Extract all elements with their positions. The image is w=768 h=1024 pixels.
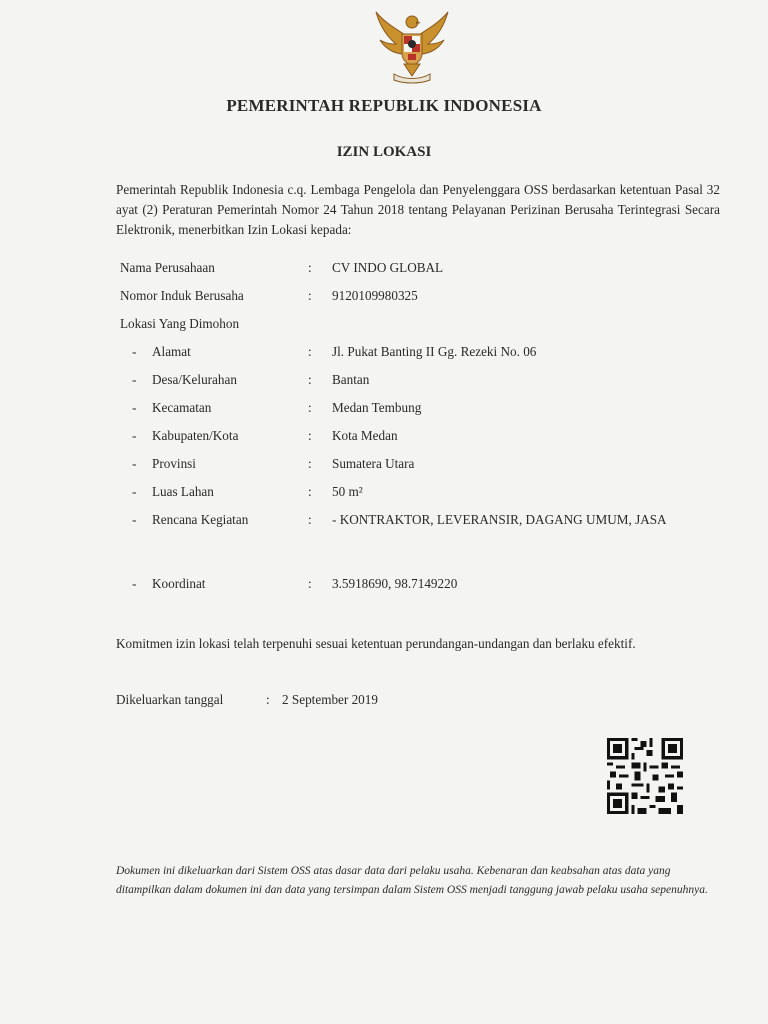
- field-value: - KONTRAKTOR, LEVERANSIR, DAGANG UMUM, JASA: [332, 512, 667, 527]
- field-label: Luas Lahan: [152, 484, 214, 499]
- field-province: - Provinsi : Sumatera Utara: [120, 454, 720, 474]
- footer-disclaimer: Dokumen ini dikeluarkan dari Sistem OSS atas dasar data dari pelaku usaha. Kebenaran dan keabsahan atas data yang ditampilkan dalam dokumen ini dan data yang tersimpan dalam Sistem OSS menjadi tanggung jawab pelaku usaha sepenuhnya.: [116, 865, 708, 896]
- issued-label: Dikeluarkan tanggal: [116, 692, 224, 707]
- field-nib: Nomor Induk Berusaha : 9120109980325: [120, 286, 720, 306]
- field-land-area: - Luas Lahan : 50 m²: [120, 482, 720, 502]
- field-value: CV INDO GLOBAL: [332, 260, 444, 275]
- field-address: - Alamat : Jl. Pukat Banting II Gg. Rezeki No. 06: [120, 342, 720, 362]
- field-village: - Desa/Kelurahan : Bantan: [120, 370, 720, 390]
- field-label: Nama Perusahaan: [120, 260, 215, 275]
- field-value: 9120109980325: [332, 288, 418, 303]
- field-label: Koordinat: [152, 576, 206, 591]
- government-heading: PEMERINTAH REPUBLIK INDONESIA: [226, 96, 542, 115]
- field-value: Sumatera Utara: [332, 456, 415, 471]
- field-label: Kecamatan: [152, 400, 212, 415]
- field-value: Jl. Pukat Banting II Gg. Rezeki No. 06: [332, 344, 537, 359]
- field-label: Rencana Kegiatan: [152, 512, 249, 527]
- garuda-emblem-icon: [370, 8, 454, 88]
- closing-paragraph: Komitmen izin lokasi telah terpenuhi sesuai ketentuan perundangan-undangan dan berlaku efektif.: [116, 636, 636, 651]
- field-label: Nomor Induk Berusaha: [120, 288, 244, 303]
- location-heading: Lokasi Yang Dimohon: [120, 316, 240, 331]
- field-company: Nama Perusahaan : CV INDO GLOBAL: [120, 258, 720, 278]
- document-title: IZIN LOKASI: [336, 144, 432, 160]
- field-value: 50 m²: [332, 484, 363, 499]
- intro-paragraph: Pemerintah Republik Indonesia c.q. Lembaga Pengelola dan Penyelenggara OSS berdasarkan ketentuan Pasal 32 ayat (2) Peraturan Pemerintah Nomor 24 Tahun 2018 tentang Pelayanan Perizinan Berusaha Terintegrasi Secara Elektronik, menerbitkan Izin Lokasi kepada:: [116, 182, 720, 237]
- field-label: Kabupaten/Kota: [152, 428, 239, 443]
- field-label: Alamat: [152, 344, 191, 359]
- qr-code-icon: [605, 738, 685, 814]
- field-value: 3.5918690, 98.7149220: [332, 576, 458, 591]
- field-label: Provinsi: [152, 456, 196, 471]
- issued-value: 2 September 2019: [282, 692, 378, 707]
- field-label: Desa/Kelurahan: [152, 372, 237, 387]
- field-coordinates: - Koordinat : 3.5918690, 98.7149220: [120, 574, 720, 594]
- field-regency: - Kabupaten/Kota : Kota Medan: [120, 426, 720, 446]
- issued-date: Dikeluarkan tanggal : 2 September 2019: [116, 690, 223, 710]
- field-value: Kota Medan: [332, 428, 398, 443]
- field-value: Bantan: [332, 372, 370, 387]
- field-activity: - Rencana Kegiatan : - KONTRAKTOR, LEVERANSIR, DAGANG UMUM, JASA: [120, 510, 720, 550]
- field-district: - Kecamatan : Medan Tembung: [120, 398, 720, 418]
- field-value: Medan Tembung: [332, 400, 422, 415]
